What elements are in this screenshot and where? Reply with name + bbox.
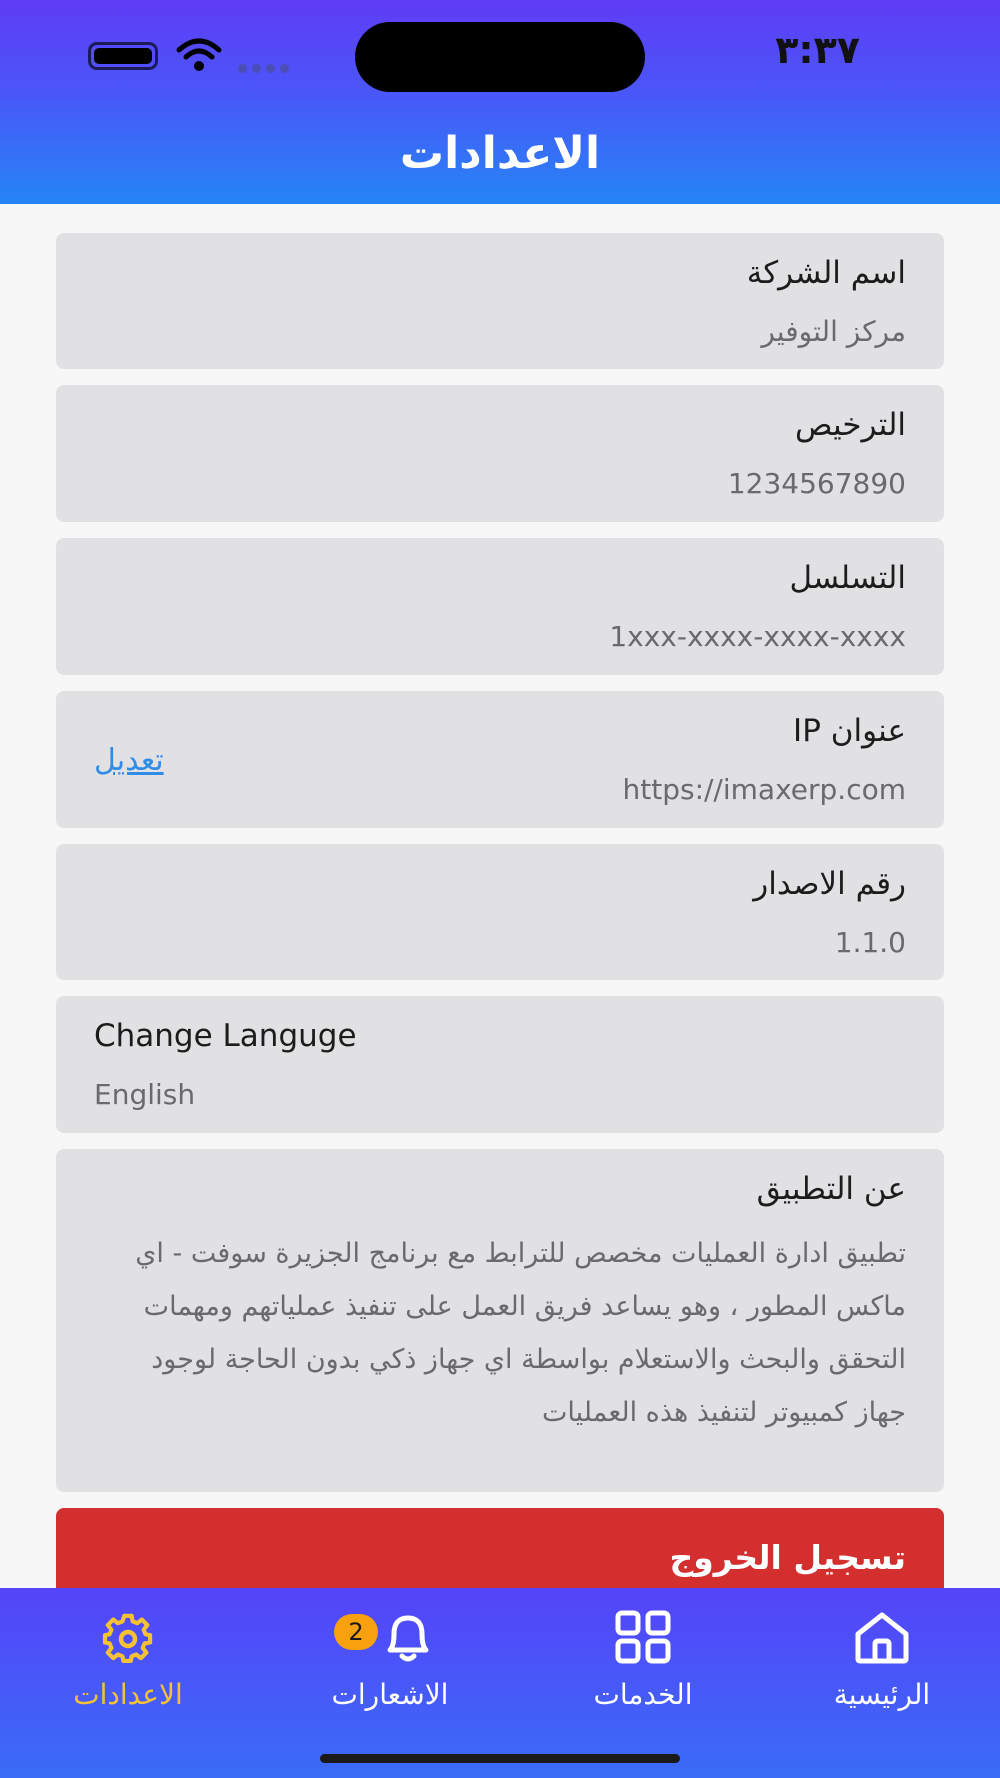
notifications-badge: 2 [334, 1614, 378, 1650]
tab-home[interactable] [782, 1610, 982, 1711]
tab-settings[interactable] [28, 1610, 228, 1711]
license-value: 1234567890 [727, 467, 906, 500]
ip-card [56, 691, 944, 828]
license-card [56, 385, 944, 522]
tab-notifications[interactable] [290, 1610, 490, 1711]
tab-home-label: الرئيسية [833, 1678, 931, 1711]
grid-icon [615, 1610, 671, 1664]
company-value: مركز التوفير [761, 315, 906, 348]
license-label: الترخيص [794, 407, 906, 443]
home-indicator [320, 1754, 680, 1763]
status-time: ٣:٣٧ [775, 28, 860, 72]
serial-value: 1xxx-xxxx-xxxx-xxxx [609, 620, 906, 653]
tab-services[interactable] [543, 1610, 743, 1711]
version-label: رقم الاصدار [753, 866, 906, 902]
version-card [56, 844, 944, 980]
about-text: تطبيق ادارة العمليات مخصص للترابط مع برنامج الجزيرة سوفت - اي ماكس المطور ، وهو يساعد فريق العمل على تنفيذ عملياتهم ومهمات التحقق والبحث والاستعلام بواسطة اي جهاز ذكي بدون الحاجة لوجود جهاز كمبيوتر لتنفيذ هذه العمليات [135, 1238, 906, 1428]
tab-services-label: الخدمات [593, 1678, 693, 1711]
version-value: 1.1.0 [834, 926, 906, 959]
bell-icon [380, 1610, 436, 1664]
language-value: English [94, 1078, 196, 1111]
serial-card [56, 538, 944, 675]
battery-icon [88, 42, 158, 70]
signal-dots-icon [238, 58, 294, 77]
about-label: عن التطبيق [756, 1171, 906, 1207]
company-label: اسم الشركة [746, 255, 906, 291]
logout-label: تسجيل الخروج [669, 1538, 906, 1577]
language-label: Change Languge [94, 1018, 357, 1054]
home-icon [853, 1610, 911, 1664]
gear-icon [100, 1610, 156, 1664]
tab-notifications-label: الاشعارات [331, 1678, 449, 1711]
wifi-icon [176, 38, 222, 74]
status-icons [88, 36, 298, 76]
tab-settings-label: الاعدادات [73, 1678, 183, 1711]
app-header [0, 0, 1000, 204]
serial-label: التسلسل [789, 560, 906, 596]
ip-value: https://imaxerp.com [622, 773, 906, 806]
edit-ip-link[interactable]: تعديل [94, 743, 164, 778]
language-card[interactable] [56, 996, 944, 1133]
dynamic-island [355, 22, 645, 92]
about-card [56, 1149, 944, 1492]
bottom-nav [0, 1588, 1000, 1778]
company-card [56, 233, 944, 369]
ip-label: عنوان IP [793, 713, 906, 749]
page-title: الاعدادات [399, 128, 601, 179]
